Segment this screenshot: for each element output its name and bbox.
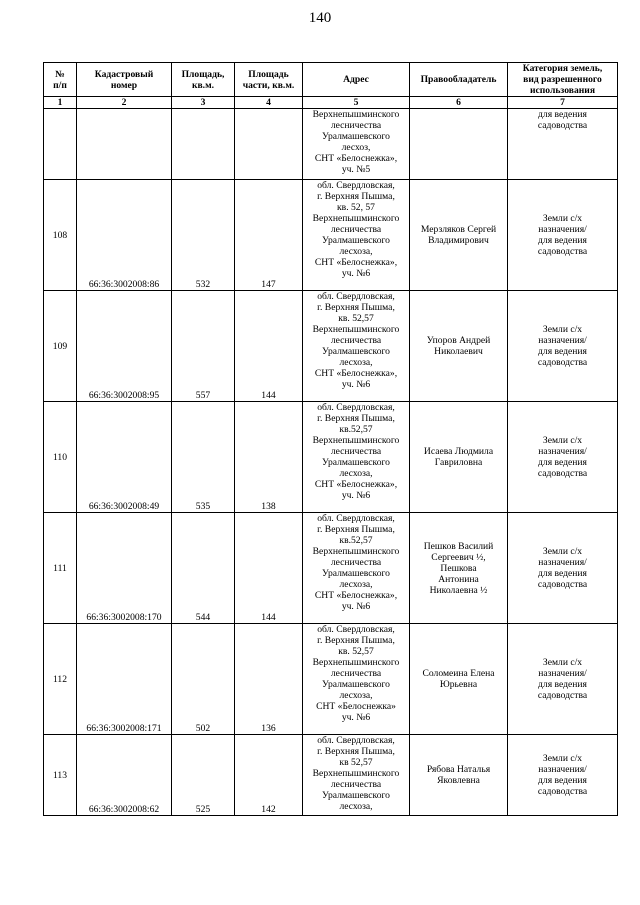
part-area: 142: [235, 735, 303, 816]
cadastral-number: 66:36:3002008:86: [77, 180, 172, 291]
header-row: [44, 63, 618, 97]
column-number: 5: [303, 97, 410, 109]
cadastral-number: 66:36:3002008:95: [77, 291, 172, 402]
header-num: № п/п: [44, 63, 77, 97]
address: обл. Свердловская, г. Верхняя Пышма, кв. 52, 57 Верхнепышминского лесничества Уралмашевского лесхоза, СНТ «Белоснежка», уч. №6: [303, 180, 410, 291]
row-number: 112: [44, 624, 77, 735]
address: обл. Свердловская, г. Верхняя Пышма, кв. 52,57 Верхнепышминского лесничества Уралмашевского лесхоза, СНТ «Белоснежка» уч. №6: [303, 624, 410, 735]
column-number: 4: [235, 97, 303, 109]
land-category: Земли с/х назначения/ для ведения садоводства: [508, 180, 618, 291]
row-number: [44, 109, 77, 180]
area: 557: [172, 291, 235, 402]
row-number: 110: [44, 402, 77, 513]
area: [172, 109, 235, 180]
column-number: 1: [44, 97, 77, 109]
cadastral-number: 66:36:3002008:170: [77, 513, 172, 624]
area: 532: [172, 180, 235, 291]
area: 544: [172, 513, 235, 624]
row-number: 108: [44, 180, 77, 291]
page-number: 140: [308, 10, 332, 26]
header-area: Площадь, кв.м.: [172, 63, 235, 97]
owner: Пешков Василий Сергеевич ½, Пешкова Антонина Николаевна ½: [410, 513, 508, 624]
part-area: [235, 109, 303, 180]
column-number: 2: [77, 97, 172, 109]
owner: Рябова Наталья Яковлевна: [410, 735, 508, 816]
table-row: [44, 291, 618, 402]
cadastral-number: 66:36:3002008:171: [77, 624, 172, 735]
owner: Соломеина Елена Юрьевна: [410, 624, 508, 735]
address: обл. Свердловская, г. Верхняя Пышма, кв.52,57 Верхнепышминского лесничества Уралмашевского лесхоза, СНТ «Белоснежка», уч. №6: [303, 513, 410, 624]
row-number: 111: [44, 513, 77, 624]
part-area: 144: [235, 291, 303, 402]
land-category: Земли с/х назначения/ для ведения садоводства: [508, 735, 618, 816]
land-registry-table: [43, 62, 618, 816]
table-row: [44, 513, 618, 624]
address: обл. Свердловская, г. Верхняя Пышма, кв.52,57 Верхнепышминского лесничества Уралмашевского лесхоза, СНТ «Белоснежка», уч. №6: [303, 402, 410, 513]
area: 502: [172, 624, 235, 735]
column-number: 3: [172, 97, 235, 109]
cadastral-number: 66:36:3002008:62: [77, 735, 172, 816]
table-row: [44, 624, 618, 735]
part-area: 136: [235, 624, 303, 735]
land-category: для ведения садоводства: [508, 109, 618, 180]
address: Верхнепышминского лесничества Уралмашевского лесхоз, СНТ «Белоснежка», уч. №5: [303, 109, 410, 180]
address: обл. Свердловская, г. Верхняя Пышма, кв. 52,57 Верхнепышминского лесничества Уралмашевского лесхоза, СНТ «Белоснежка», уч. №6: [303, 291, 410, 402]
row-number: 113: [44, 735, 77, 816]
part-area: 147: [235, 180, 303, 291]
header-part-area: Площадь части, кв.м.: [235, 63, 303, 97]
land-category: Земли с/х назначения/ для ведения садоводства: [508, 624, 618, 735]
table-row: [44, 735, 618, 816]
land-category: Земли с/х назначения/ для ведения садоводства: [508, 291, 618, 402]
owner: Упоров Андрей Николаевич: [410, 291, 508, 402]
land-category: Земли с/х назначения/ для ведения садоводства: [508, 513, 618, 624]
header-cadastral-number: Кадастровый номер: [77, 63, 172, 97]
header-address: Адрес: [303, 63, 410, 97]
header-category: Категория земель, вид разрешенного использования: [508, 63, 618, 97]
owner: [410, 109, 508, 180]
address: обл. Свердловская, г. Верхняя Пышма, кв 52,57 Верхнепышминского лесничества Уралмашевского лесхоза,: [303, 735, 410, 816]
column-number: 6: [410, 97, 508, 109]
cadastral-number: 66:36:3002008:49: [77, 402, 172, 513]
part-area: 144: [235, 513, 303, 624]
continuation-row: [44, 109, 618, 180]
table-row: [44, 402, 618, 513]
area: 525: [172, 735, 235, 816]
header-owner: Правообладатель: [410, 63, 508, 97]
cadastral-number: [77, 109, 172, 180]
land-category: Земли с/х назначения/ для ведения садоводства: [508, 402, 618, 513]
owner: Исаева Людмила Гавриловна: [410, 402, 508, 513]
column-number-row: [44, 97, 618, 109]
owner: Мерзляков Сергей Владимирович: [410, 180, 508, 291]
area: 535: [172, 402, 235, 513]
row-number: 109: [44, 291, 77, 402]
part-area: 138: [235, 402, 303, 513]
table-row: [44, 180, 618, 291]
column-number: 7: [508, 97, 618, 109]
